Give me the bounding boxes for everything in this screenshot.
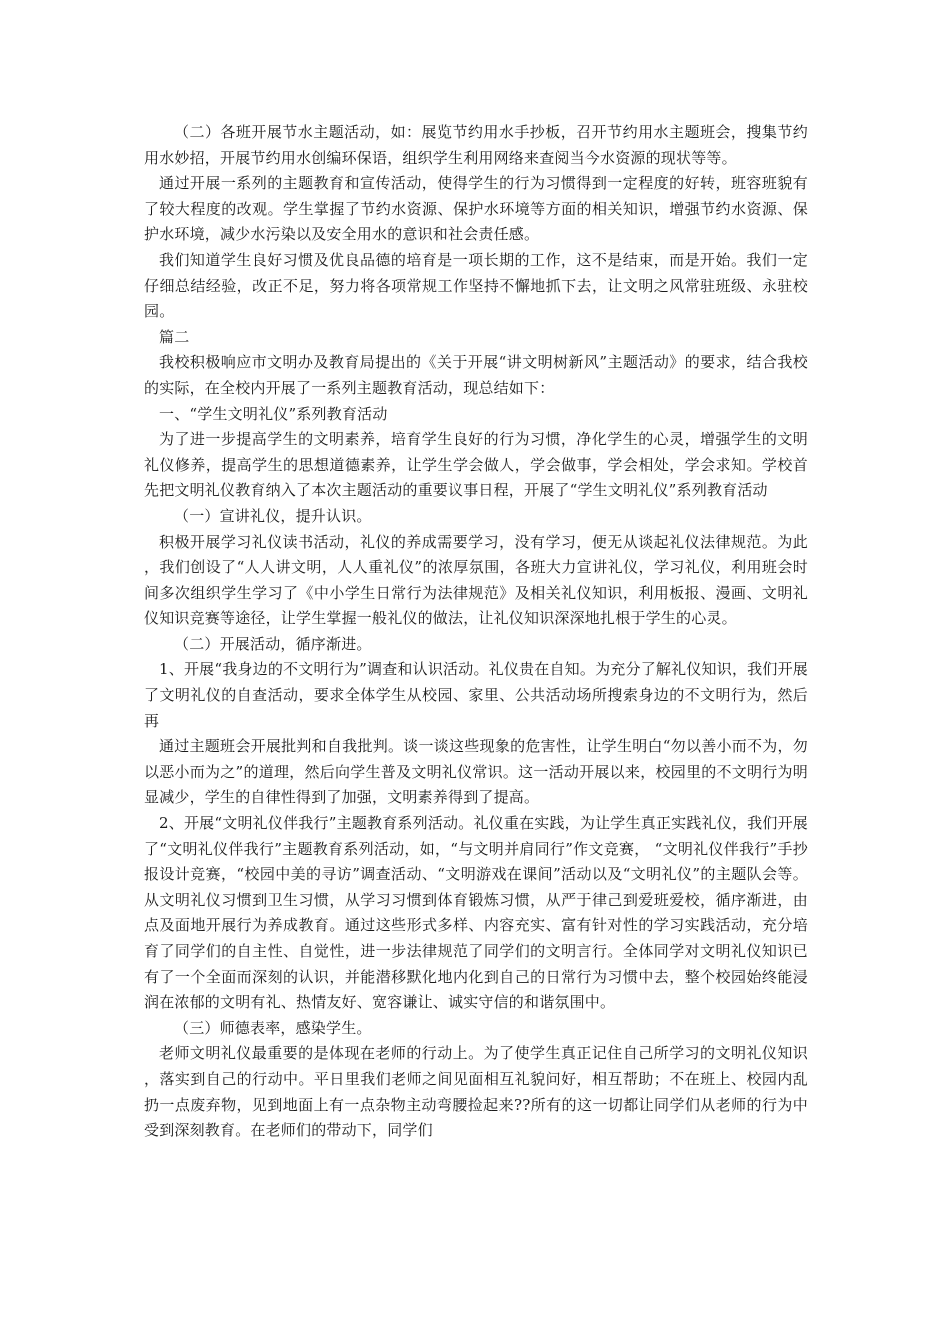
paragraph-etiquette-with-me-activities: 2、开展“文明礼仪伴我行”主题教育系列活动。礼仪重在实践，为让学生真正实践礼仪，我们开展了“文明礼仪伴我行”主题教育系列活动，如，“与文明并肩同行”作文竞赛， “文明礼仪伴我行”手抄报设计竞赛，“校园中美的寻访”调查活动、“文明游戏在课间”活动以及“文明礼仪”的主题队会等。从文明礼仪习惯到卫生习惯，从学习习惯到体育锻炼习惯，从严于律己到爱班爱校，循序渐进，由点及面地开展行为养成教育。通过这些形式多样、内容充实、富有针对性的学习实践活动，充分培育了同学们的自主性、自觉性，进一步法律规范了同学们的文明言行。全体同学对文明礼仪知识已有了一个全面而深刻的认识，并能潜移默化地内化到自己的日常行为习惯中去，整个校园始终能浸润在浓郁的文明有礼、热情友好、宽容谦让、诚实守信的和谐氛围中。 [144, 814, 808, 1012]
heading-etiquette-series: 一、“学生文明礼仪”系列教育活动 [159, 404, 388, 423]
paragraph-school-response: 我校积极响应市文明办及教育局提出的《关于开展“讲文明树新风”主题活动》的要求，结合我校的实际，在全校内开展了一系列主题教育活动，现总结如下： [144, 353, 808, 397]
paragraph-uncivil-behavior-survey: 1、开展“我身边的不文明行为”调查和认识活动。礼仪贵在自知。为充分了解礼仪知识，我们开展了文明礼仪的自查活动，要求全体学生从校园、家里、公共活动场所搜索身边的不文明行为，然后再 [144, 660, 808, 730]
paragraph-teacher-etiquette: 老师文明礼仪最重要的是体现在老师的行动上。为了使学生真正记住自己所学习的文明礼仪知识，落实到自己的行动中。平日里我们老师之间见面相互礼貌问好，相互帮助；不在班上、校园内乱扔一点废弃物，见到地面上有一点杂物主动弯腰捡起来??所有的这一切都让同学们从老师的行为中受到深刻教育。在老师们的带动下，同学们 [144, 1044, 808, 1140]
paragraph-etiquette-purpose: 为了进一步提高学生的文明素养，培育学生良好的行为习惯，净化学生的心灵，增强学生的文明礼仪修养，提高学生的思想道德素养，让学生学会做人，学会做事，学会相处，学会求知。学校首先把文明礼仪教育纳入了本次主题活动的重要议事日程，开展了“学生文明礼仪”系列教育活动 [144, 430, 808, 500]
document-page [144, 120, 808, 1144]
paragraph-education-results: 通过开展一系列的主题教育和宣传活动，使得学生的行为习惯得到一定程度的好转，班容班貌有了较大程度的改观。学生掌握了节约水资源、保护水环境等方面的相关知识，增强节约水资源、保护水环境，减少水污染以及安全用水的意识和社会责任感。 [144, 174, 808, 244]
paragraph-etiquette-reading: 积极开展学习礼仪读书活动，礼仪的养成需要学习，没有学习，便无从谈起礼仪法律规范。为此，我们创设了“人人讲文明，人人重礼仪”的浓厚氛围，各班大力宣讲礼仪，学习礼仪，利用班会时间多次组织学生学习了《中小学生日常行为法律规范》及相关礼仪知识，利用板报、漫画、文明礼仪知识竞赛等途径，让学生掌握一般礼仪的做法，让礼仪知识深深地扎根于学生的心灵。 [144, 532, 808, 628]
paragraph-long-term-work: 我们知道学生良好习惯及优良品德的培育是一项长期的工作，这不是结束，而是开始。我们一定仔细总结经验，改正不足，努力将各项常规工作坚持不懈地抓下去，让文明之风常驻班级、永驻校园。 [144, 250, 808, 321]
subheading-teacher-example: （三）师德表率，感染学生。 [174, 1018, 372, 1037]
section-heading-part-two: 篇二 [159, 327, 190, 346]
paragraph-water-saving-activities: （二）各班开展节水主题活动，如：展览节约用水手抄板，召开节约用水主题班会，搜集节约用水妙招，开展节约用水创编环保语，组织学生利用网络来查阅当今水资源的现状等等。 [144, 123, 808, 167]
subheading-promote-etiquette: （一）宣讲礼仪，提升认识。 [174, 506, 372, 525]
subheading-activities-step-by-step: （二）开展活动，循序渐进。 [174, 634, 372, 653]
paragraph-class-meeting-criticism: 通过主题班会开展批判和自我批判。谈一谈这些现象的危害性，让学生明白“勿以善小而不为，勿以恶小而为之”的道理，然后向学生普及文明礼仪常识。这一活动开展以来，校园里的不文明行为明显减少，学生的自律性得到了加强，文明素养得到了提高。 [144, 737, 808, 807]
